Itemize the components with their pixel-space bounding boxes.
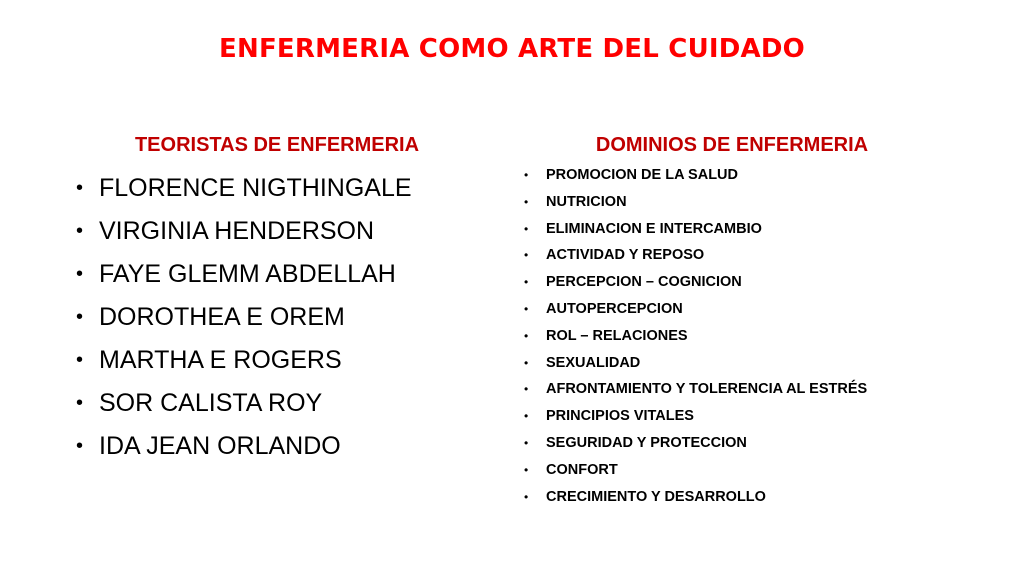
list-item [524,403,994,430]
teorista-label: SOR CALISTA ROY [99,388,323,417]
list-item [524,162,994,189]
bullet-icon: • [524,275,529,290]
bullet-icon: • [524,355,529,370]
teorista-label: FLORENCE NIGTHINGALE [99,173,412,202]
dominio-label: AFRONTAMIENTO Y TOLERENCIA AL ESTRÉS [546,381,868,398]
teorista-label: DOROTHEA E OREM [99,302,345,331]
list-item [524,296,994,323]
list-item [524,216,994,243]
dominio-label: CRECIMIENTO Y DESARROLLO [546,488,766,505]
bullet-icon: • [76,391,84,414]
slide-title: ENFERMERIA COMO ARTE DEL CUIDADO [219,34,805,64]
dominio-label: AUTOPERCEPCION [546,300,683,317]
bullet-icon: • [524,221,529,236]
dominio-label: PERCEPCION – COGNICION [546,274,742,291]
list-item [524,376,994,403]
dominio-label: SEGURIDAD Y PROTECCION [546,434,747,451]
list-item [76,252,496,295]
dominio-label: PRINCIPIOS VITALES [546,408,694,425]
list-item [524,484,994,511]
dominios-heading: DOMINIOS DE ENFERMERIA [595,134,869,156]
list-item [524,269,994,296]
teorista-label: VIRGINIA HENDERSON [99,216,375,245]
dominio-label: CONFORT [546,461,618,478]
bullet-icon: • [524,409,529,424]
list-item [76,424,496,467]
bullet-icon: • [76,176,84,199]
dominio-label: SEXUALIDAD [546,354,641,371]
list-item [524,189,994,216]
list-item [524,430,994,457]
bullet-icon: • [524,328,529,343]
bullet-icon: • [524,248,529,263]
list-item [524,457,994,484]
bullet-icon: • [76,434,84,457]
bullet-icon: • [76,219,84,242]
list-item [524,242,994,269]
teoristas-heading: TEORISTAS DE ENFERMERIA [134,134,420,156]
bullet-icon: • [524,168,529,182]
bullet-icon: • [524,462,529,477]
bullet-icon: • [524,382,529,397]
teoristas-list [76,166,496,467]
teorista-label: FAYE GLEMM ABDELLAH [99,259,396,288]
bullet-icon: • [76,262,84,285]
dominio-label: NUTRICION [546,193,627,210]
list-item [76,381,496,424]
bullet-icon: • [524,435,529,450]
teorista-label: IDA JEAN ORLANDO [99,431,341,460]
teorista-label: MARTHA E ROGERS [99,345,342,374]
bullet-icon: • [524,301,529,316]
list-item [76,338,496,381]
bullet-icon: • [76,305,84,328]
dominios-list [524,162,994,510]
list-item [76,295,496,338]
dominio-label: PROMOCION DE LA SALUD [546,167,738,183]
dominio-label: ELIMINACION E INTERCAMBIO [546,220,762,237]
bullet-icon: • [76,348,84,371]
dominio-label: ACTIVIDAD Y REPOSO [546,247,705,264]
list-item [76,166,496,209]
dominio-label: ROL – RELACIONES [546,327,688,344]
list-item [524,323,994,350]
list-item [76,209,496,252]
list-item [524,350,994,377]
bullet-icon: • [524,194,529,209]
bullet-icon: • [524,489,529,504]
